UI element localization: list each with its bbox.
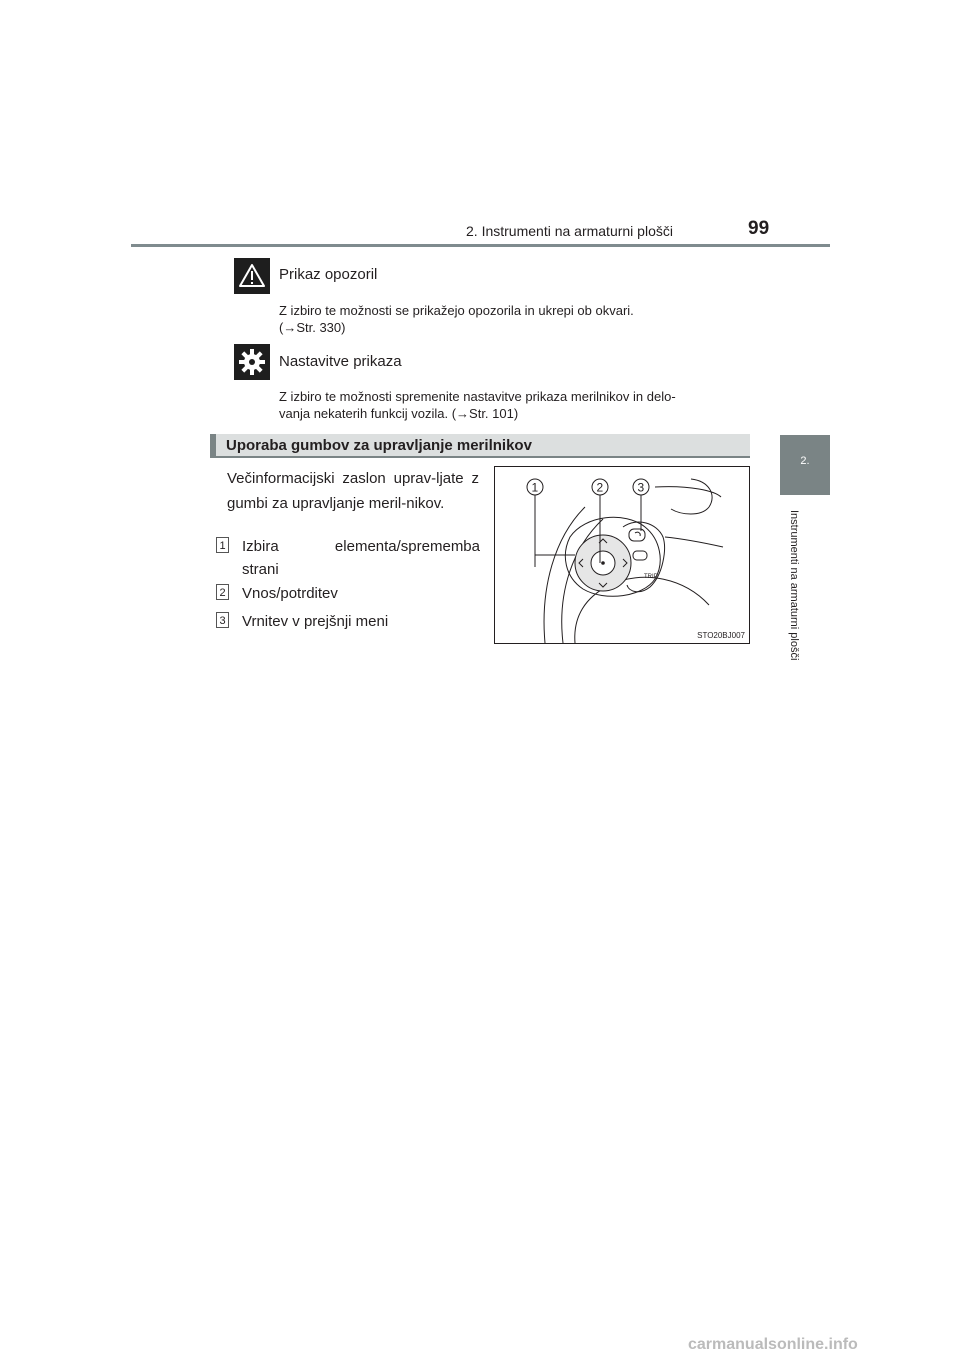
- list-number-1: 1: [216, 537, 229, 553]
- warning-item-title: Prikaz opozoril: [279, 266, 378, 283]
- list-number-2: 2: [216, 584, 229, 600]
- section-heading: [210, 434, 750, 458]
- callout-1: 1: [531, 480, 539, 495]
- warning-item-desc-line2: (→Str. 330): [279, 320, 346, 335]
- callout-2: 2: [596, 480, 604, 495]
- list-item-1-line1: Izbira elementa/sprememba: [242, 538, 480, 555]
- header-title: 2. Instrumenti na armaturni plošči: [466, 223, 673, 239]
- list-item-1: [242, 535, 480, 581]
- list-item-3: Vrnitev v prejšnji meni: [242, 613, 389, 630]
- chapter-tab-number: 2.: [800, 455, 810, 467]
- section-title: Uporaba gumbov za upravljanje merilnikov: [226, 437, 532, 454]
- header-rule: [131, 244, 830, 247]
- intro-paragraph: Večinformacijski zaslon uprav-ljate z gumbi za upravljanje meril-nikov.: [227, 470, 479, 512]
- steering-wheel-controls-figure: [494, 466, 750, 644]
- settings-item-title: Nastavitve prikaza: [279, 353, 402, 370]
- settings-item-desc-line1: Z izbiro te možnosti spremenite nastavitve prikaza merilnikov in delo-: [279, 389, 676, 404]
- chapter-tab-title-text: Instrumenti na armaturni plošči: [788, 510, 800, 661]
- watermark: carmanualsonline.info: [688, 1336, 858, 1353]
- warning-icon: [234, 258, 270, 294]
- trip-button-label: TRIP: [644, 574, 658, 580]
- settings-item-desc-line2: vanja nekaterih funkcij vozila. (→Str. 101): [279, 406, 519, 421]
- warning-item-desc-line1: Z izbiro te možnosti se prikažejo opozorila in ukrepi ob okvari.: [279, 303, 634, 318]
- gear-icon: [234, 344, 270, 380]
- chapter-tab-title: [790, 510, 810, 710]
- warning-item-description: [279, 302, 749, 336]
- steering-wheel-illustration: [495, 467, 749, 643]
- list-item-1-line2: strani: [242, 561, 279, 578]
- figure-code: STO20BJ007: [697, 631, 745, 640]
- chapter-tab: [780, 435, 830, 495]
- callout-3: 3: [637, 480, 645, 495]
- page-number: 99: [748, 218, 770, 239]
- list-number-3: 3: [216, 612, 229, 628]
- settings-item-description: [279, 388, 749, 422]
- list-item-2: Vnos/potrditev: [242, 585, 338, 602]
